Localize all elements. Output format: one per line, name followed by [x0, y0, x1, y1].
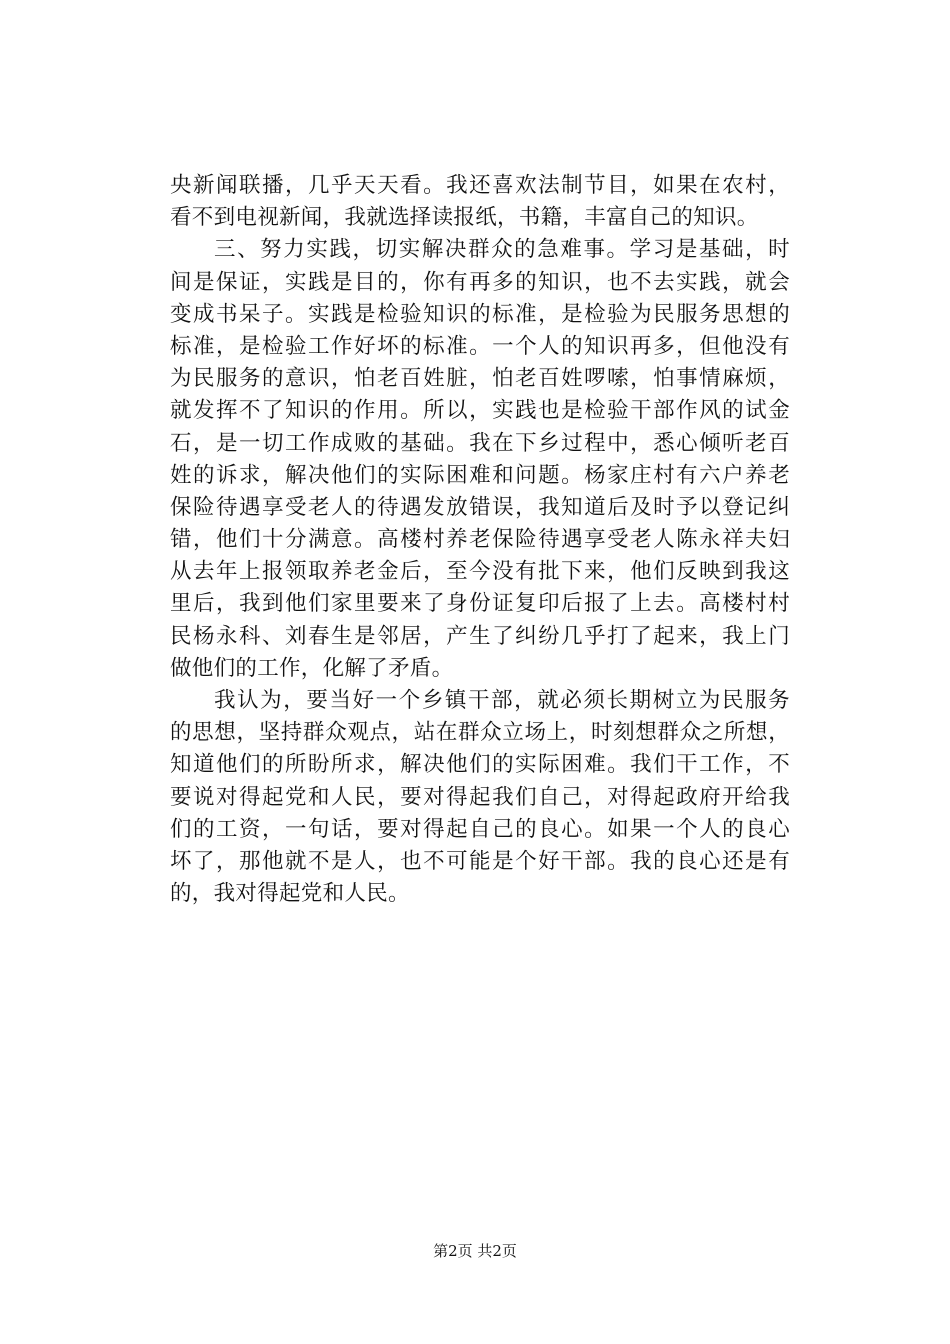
text-line: 坏了，那他就不是人，也不可能是个好干部。我的良心还是有 — [170, 848, 790, 874]
text-line: 我认为，要当好一个乡镇干部，就必须长期树立为民服务 — [214, 688, 790, 713]
text-line: 错，他们十分满意。高楼村养老保险待遇享受老人陈永祥夫妇 — [170, 527, 790, 553]
text-line: 保险待遇享受老人的待遇发放错误，我知道后及时予以登记纠 — [170, 494, 790, 520]
text-line: 从去年上报领取养老金后，至今没有批下来，他们反映到我这 — [170, 559, 790, 585]
text-line: 三、努力实践，切实解决群众的急难事。学习是基础，时 — [214, 237, 790, 263]
text-line: 标准，是检验工作好坏的标准。一个人的知识再多，但他没有 — [170, 333, 790, 359]
text-line: 为民服务的意识，怕老百姓脏，怕老百姓啰嗦，怕事情麻烦， — [170, 366, 790, 392]
text-line: 们的工资，一句话，要对得起自己的良心。如果一个人的良心 — [170, 816, 790, 842]
text-line: 央新闻联播，几乎天天看。我还喜欢法制节目，如果在农村， — [170, 173, 790, 198]
text-line: 就发挥不了知识的作用。所以，实践也是检验干部作风的试金 — [170, 398, 790, 424]
text-line: 变成书呆子。实践是检验知识的标准，是检验为民服务思想的 — [170, 301, 790, 327]
document-body — [170, 170, 790, 910]
text-line: 民杨永科、刘春生是邻居，产生了纠纷几乎打了起来，我上门 — [170, 623, 790, 649]
text-line: 间是保证，实践是目的，你有再多的知识，也不去实践，就会 — [170, 269, 790, 295]
page-footer: 第2页 共2页 — [433, 1242, 517, 1260]
text-line: 要说对得起党和人民，要对得起我们自己，对得起政府开给我 — [170, 784, 790, 810]
text-line: 做他们的工作，化解了矛盾。 — [170, 655, 454, 681]
text-line: 石，是一切工作成败的基础。我在下乡过程中，悉心倾听老百 — [170, 430, 790, 456]
text-line: 的，我对得起党和人民。 — [170, 881, 410, 907]
text-line: 知道他们的所盼所求，解决他们的实际困难。我们干工作，不 — [170, 752, 790, 778]
text-line: 里后，我到他们家里要来了身份证复印后报了上去。高楼村村 — [170, 591, 790, 617]
text-line: 姓的诉求，解决他们的实际困难和问题。杨家庄村有六户养老 — [170, 462, 790, 488]
text-line: 看不到电视新闻，我就选择读报纸，书籍，丰富自己的知识。 — [170, 205, 759, 231]
text-line: 的思想，坚持群众观点，站在群众立场上，时刻想群众之所想， — [170, 720, 790, 746]
